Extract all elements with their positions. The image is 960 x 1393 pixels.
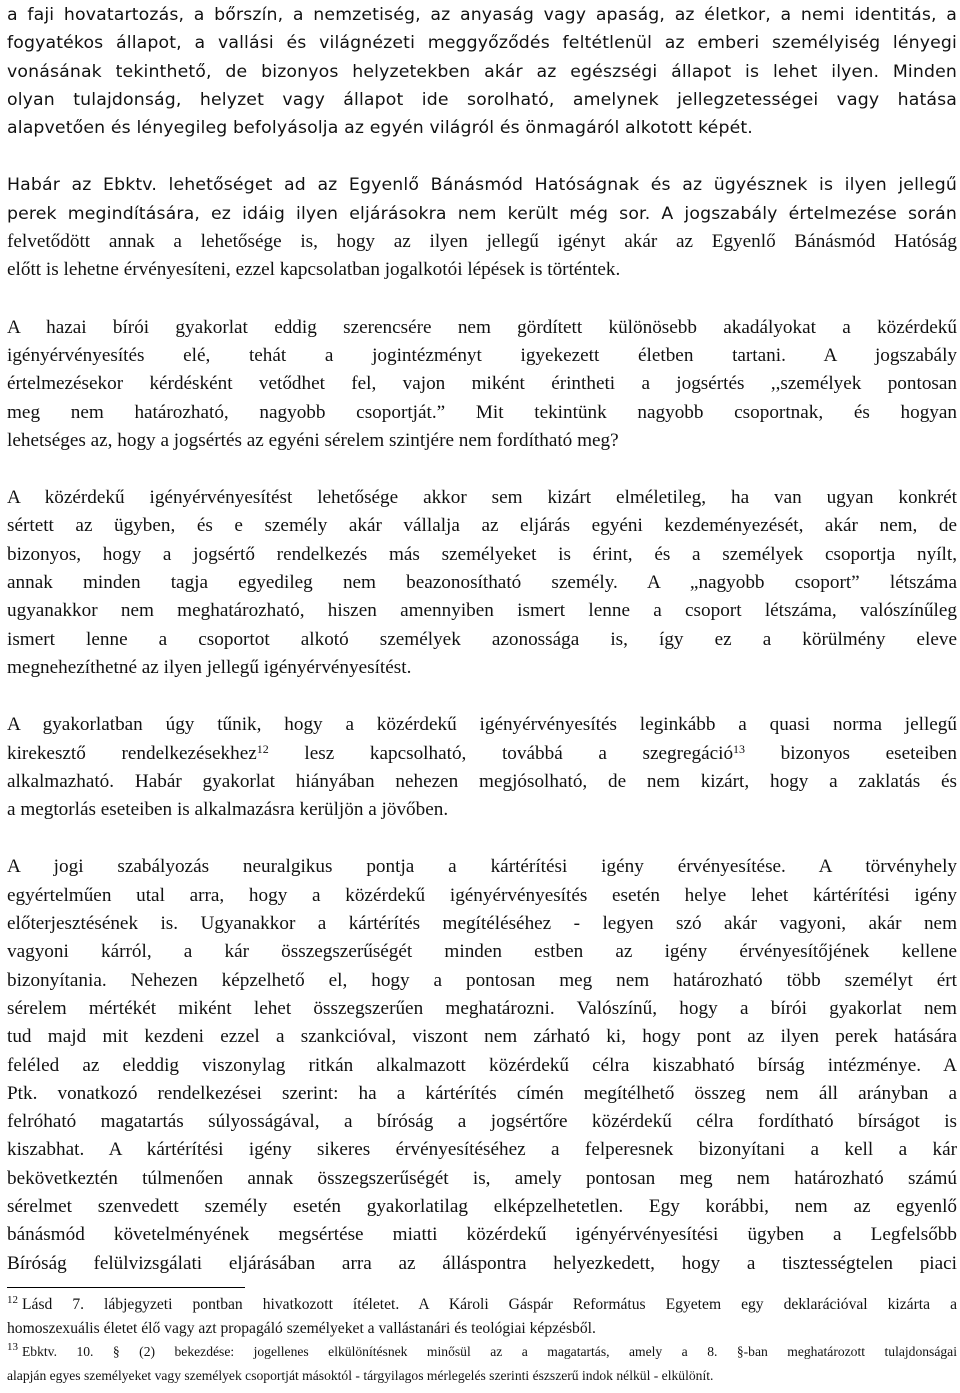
text-line: olyan tulajdonság, helyzet vagy állapot ide sorolható, amelynek jellegzetességei vagy hatása xyxy=(7,89,957,110)
text-line: sérelmet szenvedett személy esetén gyakorlatilag elképzelhetetlen. Egy korábbi, nem az egyenlő xyxy=(7,1195,957,1217)
text-line: bizonyos, hogy a jogsértő rendelkezés más személyeket is érint, és a személyek csoportja nyílt, xyxy=(7,543,957,565)
text-line: alkalmazható. Habár gyakorlat hiányában nehezen megjósolható, de nem kizárt, hogy a zaklatás és xyxy=(7,770,957,792)
text-line: A gyakorlatban úgy tűnik, hogy a közérdekű igényérvényesítés leginkább a quasi norma jellegű xyxy=(7,714,957,736)
text-line: tud majd mit kezdeni ezzel a szankcióval, viszont nem zárható ki, hogy pont az ilyen perek hatására xyxy=(7,1026,957,1048)
text-line: felróható magatartás súlyosságával, a bíróság a jogsértőre közérdekű célra fordítható bírságot is xyxy=(7,1111,957,1133)
footnote-12 xyxy=(7,1293,957,1317)
footnote-ref-12[interactable]: 12 xyxy=(256,741,269,756)
text-line: feléled az eleddig viszonylag ritkán alkalmazott közérdekű célra kiszabható bírság intézménye. A xyxy=(7,1054,957,1076)
text-line: vonásának tekinthető, de bizonyos helyzetekben akár az egészségi állapot is lehet ilyen. Minden xyxy=(7,61,957,82)
footnote-text-line: homoszexuális életet élő vagy azt propagáló személyeket a vallástanári és teológiai képzésből. xyxy=(7,1319,596,1337)
text-line: előterjesztésének is. Ugyanakkor a kártérítés megítéléséhez - legyen szó akár vagyoni, akár nem xyxy=(7,913,957,935)
text-fragment: bizonyos eseteiben xyxy=(745,742,957,764)
text-line: kiszabhat. A kártérítési igény sikeres érvényesítéséhez a felperesnek bizonyítani a kell a kár xyxy=(7,1139,957,1161)
paragraph-public-interest-claim xyxy=(7,484,957,682)
footnote-text: Lásd 7. lábjegyzeti pontban hivatkozott ítéletet. A Károli Gáspár Református Egyetem egy deklarációval kizárta a xyxy=(22,1296,957,1313)
text-fragment: kirekesztő rendelkezésekhez xyxy=(7,742,257,764)
text-line: A jogi szabályozás neuralgikus pontja a kártérítési igény érvényesítése. A törvényhely xyxy=(7,856,957,878)
text-line: lehetséges az, hogy a jogsértés az egyéni sérelem szintjére nem fordítható meg? xyxy=(7,429,619,451)
paragraph-damages xyxy=(7,853,957,1277)
paragraph-practice-segregation xyxy=(7,711,957,824)
footnote-text: Ebktv. 10. § (2) bekezdése: jogellenes elkülönítésnek minősül az a magatartás, amely a 8. §-ban meghatározott tulajdonságai xyxy=(22,1344,957,1360)
footnote-13 xyxy=(7,1340,957,1364)
text-line: felvetődött annak a lehetősége is, hogy az ilyen jellegű igényt akár az Egyenlő Bánásmód Hatóság xyxy=(7,231,957,253)
text-line: igényérvényesítés elé, tehát a jogintézményt igyekezett életben tartani. A jogszabály xyxy=(7,344,957,366)
footnote-separator xyxy=(7,1287,245,1288)
text-line: A közérdekű igényérvényesítést lehetősége akkor sem kizárt elméletileg, ha van ugyan konkrét xyxy=(7,487,957,509)
text-line: egyértelműen utal arra, hogy a közérdekű igényérvényesítés esetén helye lehet kártérítési igény xyxy=(7,884,957,906)
footnote-number: 12 xyxy=(7,1294,18,1306)
text-line: megnehezíthetné az ilyen jellegű igényérvényesítést. xyxy=(7,656,412,678)
footnote-text-line: alapján egyes személyeket vagy személyek csoportját másoktól - tárgyilagos mérlegelés szerinti észszerű indok nélkül - elkülönít. xyxy=(7,1368,714,1384)
text-line: bizonyítania. Nehezen képzelhető el, hogy a pontosan meg nem határozható több személyt ért xyxy=(7,969,957,991)
text-line: sérelem mértékét miként lehet összegszerűen meghatározni. Valószínű, hogy a bírói gyakorlat nem xyxy=(7,997,957,1019)
footnote-ref-13[interactable]: 13 xyxy=(733,741,746,756)
text-line: bánásmód követelményének megsértése miatti közérdekű igényérvényesítési ügyben a Legfelsőbb xyxy=(7,1224,957,1246)
text-fragment: lesz kapcsolható, továbbá a szegregáció xyxy=(268,742,734,764)
text-line: A hazai bírói gyakorlat eddig szerencsére nem gördített különösebb akadályokat a közérdekű xyxy=(7,316,957,338)
text-line: Ptk. vonatkozó rendelkezései szerint: ha a kártérítés címén megítélhető összeg nem áll arányban a xyxy=(7,1082,957,1104)
text-line: annak minden tagja egyedileg nem beazonosítható személy. A „nagyobb csoport” létszáma xyxy=(7,572,957,594)
footnote-number: 13 xyxy=(7,1341,18,1354)
footnotes xyxy=(7,1293,957,1388)
text-line: Bíróság felülvizsgálati eljárásában arra az álláspontra helyezkedett, hogy a tisztességtelen piaci xyxy=(7,1252,957,1274)
text-line: bekövetkeztén túlmenően annak összegszerűségét is, amely pontosan meg nem határozható számú xyxy=(7,1167,957,1189)
text-line: előtt is lehetne érvényesíteni, ezzel kapcsolatban jogalkotói lépések is történtek. xyxy=(7,259,621,281)
text-line: ugyanakkor nem meghatározható, hiszen amennyiben ismert lenne a csoport létszáma, valószínűleg xyxy=(7,600,957,622)
text-line: a megtorlás eseteiben is alkalmazásra kerüljön a jövőben. xyxy=(7,799,449,821)
text-line: vagyoni kárról, a kár összegszerűségét minden estben az igény érvényesítőjének kellene xyxy=(7,941,957,963)
paragraph-ebktv-authority xyxy=(7,171,957,284)
text-line: perek megindítására, ez idáig ilyen eljárásokra nem került még sor. A jogszabály értelmezése során xyxy=(7,203,957,224)
paragraph-judicial-practice xyxy=(7,314,957,455)
text-line: ismert lenne a csoportot alkotó személyek azonossága is, így ez a körülmény eleve xyxy=(7,628,957,650)
text-line-with-footnote-refs xyxy=(7,740,957,768)
paragraph-protected-characteristics xyxy=(7,1,957,142)
text-line: a faji hovatartozás, a bőrszín, a nemzetiség, az anyaság vagy apaság, az életkor, a nemi identitás, a xyxy=(7,5,957,25)
text-line: alapvetően és lényegileg befolyásolja az egyén világról és önmagáról alkotott képét. xyxy=(7,118,753,139)
text-line: fogyatékos állapot, a vallási és világnézeti meggyőződés feltétlenül az emberi személyiség lényegi xyxy=(7,33,957,54)
text-line: Habár az Ebktv. lehetőséget ad az Egyenlő Bánásmód Hatóságnak és az ügyésznek is ilyen jellegű xyxy=(7,175,957,196)
text-line: sértett az ügyben, és e személy akár vállalja az eljárás egyéni kezdeményezését, akár nem, de xyxy=(7,515,957,537)
text-line: értelmezésekor kérdésként vetődhet fel, vajon miként érintheti a jogsértés ,,személyek pontosan xyxy=(7,373,957,395)
text-line: meg nem határozható, nagyobb csoportját.” Mit tekintünk nagyobb csoportnak, és hogyan xyxy=(7,401,957,423)
document-body xyxy=(7,0,957,1307)
